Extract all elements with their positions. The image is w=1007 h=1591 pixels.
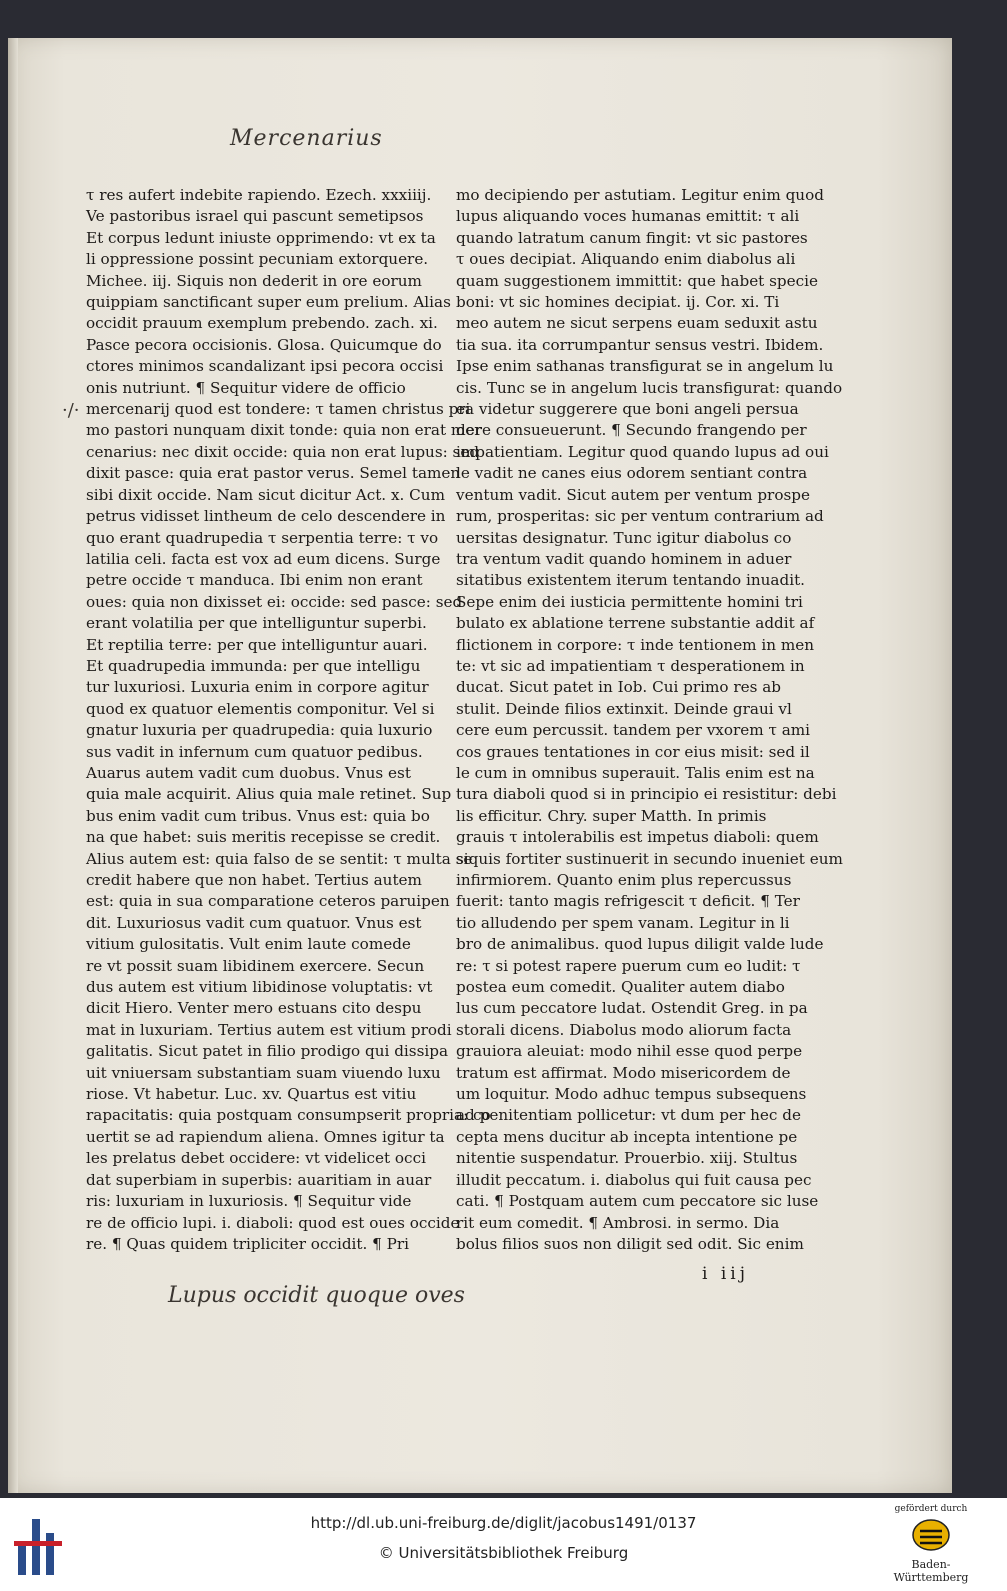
viewer-footer xyxy=(0,1498,1007,1591)
left-column-line: uit vniuersam substantiam suam viuendo luxu xyxy=(86,1063,441,1082)
right-column-line: um loquitur. Modo adhuc tempus subsequens xyxy=(456,1085,807,1104)
left-column-line: quo erant quadrupedia τ serpentia terre: τ vo xyxy=(86,528,439,547)
left-column-line: ctores minimos scandalizant ipsi pecora occisi xyxy=(86,357,444,376)
marginal-note-top: Mercenarius xyxy=(230,126,383,151)
right-column-line: rum, prosperitas: sic per ventum contrarium ad xyxy=(456,507,824,526)
right-column-line: infirmiorem. Quanto enim plus repercussus xyxy=(456,871,792,889)
right-column-line: rit eum comedit. ¶ Ambrosi. in sermo. Dia xyxy=(456,1213,780,1232)
left-column-line: na que habet: suis meritis recepisse se credit. xyxy=(86,828,441,847)
right-column-line: le cum in omnibus superauit. Talis enim est na xyxy=(456,763,815,782)
right-column-line: ad penitentiam pollicetur: vt dum per hec de xyxy=(456,1106,801,1125)
left-column-line: dixit pasce: quia erat pastor verus. Semel tamen xyxy=(86,464,461,483)
left-column-line: latilia celi. facta est vox ad eum dicens. Surge xyxy=(86,549,441,568)
left-column-line: rapacitatis: quia postquam consumpserit propria: co xyxy=(86,1106,491,1125)
right-column-line: tra ventum vadit quando hominem in aduer xyxy=(456,549,792,568)
right-column-line: sitatibus existentem iterum tentando inuadit. xyxy=(456,571,806,590)
right-column-line: bulato ex ablatione terrene substantie addit af xyxy=(456,614,815,633)
left-column-line: Alius autem est: quia falso de se sentit: τ multa se xyxy=(86,849,473,868)
left-column-line: mercenarij quod est tondere: τ tamen christus pri xyxy=(86,400,471,419)
right-column-line: uersitas designatur. Tunc igitur diabolus co xyxy=(456,528,792,547)
left-column-line: occidit prauum exemplum prebendo. zach. xi. xyxy=(86,314,438,333)
left-column-line: gnatur luxuria per quadrupedia: quia luxurio xyxy=(86,721,433,740)
sponsor-name: Baden-Württemberg xyxy=(893,1558,969,1584)
right-column-line: boni: vt sic homines decipiat. ij. Cor. xi. Ti xyxy=(456,293,780,312)
right-column-line: ducat. Sicut patet in Iob. Cui primo res ab xyxy=(456,678,782,697)
right-column-line: storali dicens. Diabolus modo aliorum facta xyxy=(456,1020,792,1039)
left-column-line: dus autem est vitium libidinose voluptatis: vt xyxy=(86,978,433,997)
right-column-line: cati. ¶ Postquam autem cum peccatore sic luse xyxy=(456,1192,819,1211)
left-column-line: li oppressione possint pecuniam extorquere. xyxy=(86,250,429,269)
right-column-line: Sepe enim dei iusticia permittente homini tri xyxy=(456,592,803,611)
left-column-line: tur luxuriosi. Luxuria enim in corpore agitur xyxy=(86,678,429,697)
right-column-line: flictionem in corpore: τ inde tentionem in men xyxy=(456,635,815,654)
right-column-line: cepta mens ducitur ab incepta intentione pe xyxy=(456,1127,798,1146)
right-column-line: tio alludendo per spem vanam. Legitur in li xyxy=(456,913,790,932)
left-column-line: Ve pastoribus israel qui pascunt semetipsos xyxy=(86,207,424,226)
left-column-line: galitatis. Sicut patet in filio prodigo qui dissipa xyxy=(86,1042,449,1061)
book-page xyxy=(8,38,952,1493)
right-column-line: quam suggestionem immittit: que habet specie xyxy=(456,271,818,290)
right-column-line: bro de animalibus. quod lupus diligit valde lude xyxy=(456,935,824,954)
left-column-line: petrus vidisset lintheum de celo descendere in xyxy=(86,507,446,526)
right-column-line: stulit. Deinde filios extinxit. Deinde graui vl xyxy=(456,699,792,718)
text-column-left xyxy=(86,185,491,1255)
marginal-note-bottom: Lupus occidit quoque oves xyxy=(168,1283,465,1308)
left-column-line: credit habere que non habet. Tertius autem xyxy=(86,871,422,889)
left-column-line: erant volatilia per que intelliguntur superbi. xyxy=(86,614,427,633)
right-column-line: dere consueuerunt. ¶ Secundo frangendo per xyxy=(456,421,807,440)
left-column-line: est: quia in sua comparatione ceteros paruipen xyxy=(86,892,450,911)
left-column-line: bus enim vadit cum tribus. Vnus est: quia bo xyxy=(86,806,430,825)
left-column-line: oues: quia non dixisset ei: occide: sed pasce: sed xyxy=(86,592,463,611)
right-column-line: re: τ si potest rapere puerum cum eo ludit: τ xyxy=(456,956,801,975)
left-column-line: τ res aufert indebite rapiendo. Ezech. xxxiiij. xyxy=(86,186,432,204)
right-column-line: lis efficitur. Chry. super Matth. In primis xyxy=(456,806,767,825)
right-column-line: tura diaboli quod si in principio ei resistitur: debi xyxy=(456,785,837,804)
left-column-line: mo pastori nunquam dixit tonde: quia non erat mer xyxy=(86,421,482,440)
right-column-line: Ipse enim sathanas transfigurat se in angelum lu xyxy=(456,357,834,376)
left-column-line: les prelatus debet occidere: vt videlicet occi xyxy=(86,1149,426,1168)
right-column-line: grauis τ intolerabilis est impetus diaboli: quem xyxy=(456,828,819,847)
right-column-line: grauiora aleuiat: modo nihil esse quod perpe xyxy=(456,1042,803,1061)
left-column-line: Auarus autem vadit cum duobus. Vnus est xyxy=(86,763,411,782)
signature-mark: i iij xyxy=(702,1264,749,1284)
left-column-line: Et quadrupedia immunda: per que intelligu xyxy=(86,656,421,675)
left-column-line: ris: luxuriam in luxuriosis. ¶ Sequitur vide xyxy=(86,1192,412,1211)
sponsor-block[interactable] xyxy=(879,1504,983,1584)
right-column-line: illudit peccatum. i. diabolus qui fuit causa pec xyxy=(456,1170,812,1189)
left-column-line: re de officio lupi. i. diaboli: quod est oues occide xyxy=(86,1213,460,1232)
right-column-line: tia sua. ita corrumpantur sensus vestri. Ibidem. xyxy=(456,335,824,354)
right-column-line: ea videtur suggerere que boni angeli persua xyxy=(456,400,799,419)
left-column-line: re vt possit suam libidinem exercere. Secun xyxy=(86,956,425,975)
right-column-line: postea eum comedit. Qualiter autem diabo xyxy=(456,978,785,997)
left-column-line: re. ¶ Quas quidem tripliciter occidit. ¶ Pri xyxy=(86,1234,409,1253)
right-column-line: impatientiam. Legitur quod quando lupus ad oui xyxy=(456,442,829,461)
left-column-line: Et corpus ledunt iniuste opprimendo: vt ex ta xyxy=(86,228,436,247)
left-column-line: dat superbiam in superbis: auaritiam in auar xyxy=(86,1170,432,1189)
left-column-line: vitium gulositatis. Vult enim laute comede xyxy=(86,935,411,954)
right-column-line: siquis fortiter sustinuerit in secundo inueniet eum xyxy=(456,849,843,868)
right-column-line: lupus aliquando voces humanas emittit: τ ali xyxy=(456,207,800,226)
left-column-line: petre occide τ manduca. Ibi enim non erant xyxy=(86,571,423,590)
right-column-line: τ oues decipiat. Aliquando enim diabolus ali xyxy=(456,250,796,269)
right-column-line: meo autem ne sicut serpens euam seduxit astu xyxy=(456,314,818,333)
document-url-link[interactable]: http://dl.ub.uni-freiburg.de/diglit/jacobus1491/0137 xyxy=(310,1514,697,1532)
left-column-line: sibi dixit occide. Nam sicut dicitur Act. x. Cum xyxy=(86,485,445,504)
copyright-text: © Universitätsbibliothek Freiburg xyxy=(378,1544,629,1562)
right-column-line: cos graues tentationes in cor eius misit: sed il xyxy=(456,742,810,761)
left-column-line: cenarius: nec dixit occide: quia non erat lupus: sed xyxy=(86,442,480,461)
right-column-line: quando latratum canum fingit: vt sic pastores xyxy=(456,228,808,247)
right-column-line: cere eum percussit. tandem per vxorem τ ami xyxy=(456,721,811,740)
left-column-line: quippiam sanctificant super eum prelium. Alias xyxy=(86,293,451,312)
right-column-line: le vadit ne canes eius odorem sentiant contra xyxy=(456,464,808,483)
left-column-line: dit. Luxuriosus vadit cum quatuor. Vnus est xyxy=(86,913,422,932)
left-column-line: uertit se ad rapiendum aliena. Omnes igitur ta xyxy=(86,1127,445,1146)
right-column-line: tratum est affirmat. Modo misericordem de xyxy=(456,1063,791,1082)
left-column-line: sus vadit in infernum cum quatuor pedibus. xyxy=(86,742,423,761)
left-column-line: quod ex quatuor elementis componitur. Vel si xyxy=(86,699,435,718)
sponsor-label: gefördert durch xyxy=(894,1504,968,1514)
left-column-line: mat in luxuriam. Tertius autem est vitium prodi xyxy=(86,1020,452,1039)
right-column-line: te: vt sic ad impatientiam τ desperationem in xyxy=(456,656,805,675)
right-column-line: lus cum peccatore ludat. Ostendit Greg. in pa xyxy=(456,999,808,1018)
right-column-line: mo decipiendo per astutiam. Legitur enim quod xyxy=(456,186,824,204)
left-column-line: Michee. iij. Siquis non dederit in ore eorum xyxy=(86,271,422,290)
right-column-line: ventum vadit. Sicut autem per ventum prospe xyxy=(456,485,810,504)
right-column-line: nitentie suspendatur. Prouerbio. xiij. Stultus xyxy=(456,1149,798,1168)
right-column-line: fuerit: tanto magis refrigescit τ deficit. ¶ Ter xyxy=(456,892,800,911)
marginal-mark: ·/· xyxy=(62,400,80,421)
right-column-line: bolus filios suos non diligit sed odit. Sic enim xyxy=(456,1234,804,1253)
text-column-right xyxy=(456,185,843,1255)
left-column-line: Pasce pecora occisionis. Glosa. Quicumque do xyxy=(86,335,442,354)
left-column-line: Et reptilia terre: per que intelliguntur auari. xyxy=(86,635,428,654)
left-column-line: quia male acquirit. Alius quia male retinet. Sup xyxy=(86,785,452,804)
right-column-line: cis. Tunc se in angelum lucis transfigurat: quando xyxy=(456,378,843,397)
left-column-line: dicit Hiero. Venter mero estuans cito despu xyxy=(86,999,422,1018)
left-column-line: onis nutriunt. ¶ Sequitur videre de officio xyxy=(86,378,406,397)
baden-wuerttemberg-crest-icon xyxy=(911,1518,951,1552)
left-column-line: riose. Vt habetur. Luc. xv. Quartus est vitiu xyxy=(86,1085,417,1104)
